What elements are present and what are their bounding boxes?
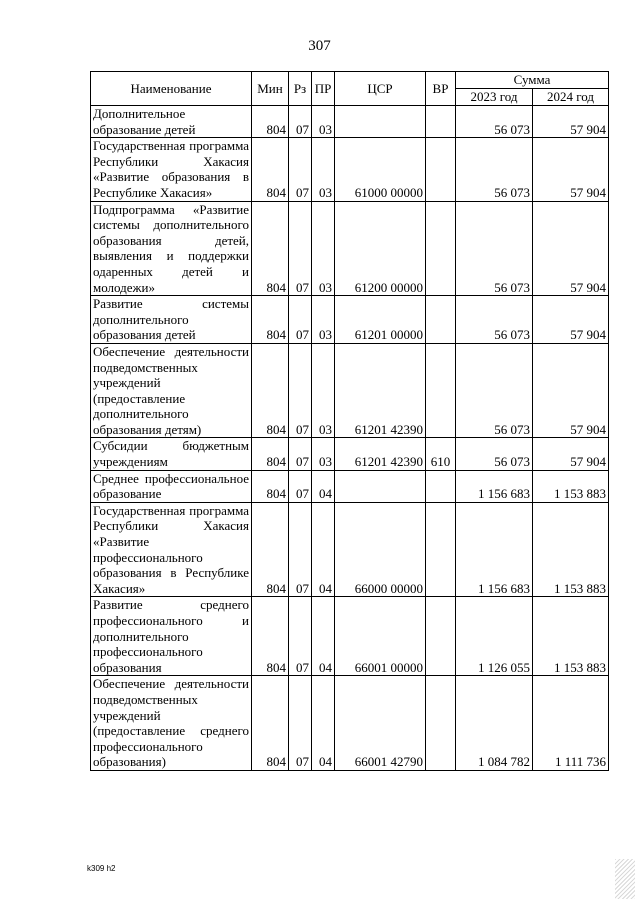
cell-sum-2024: 1 153 883 [533,502,609,597]
table-row [91,676,609,771]
table-row [91,106,609,138]
cell-sum-2024: 57 904 [533,138,609,201]
cell-min: 804 [252,138,289,201]
cell-pr: 03 [312,106,335,138]
cell-rz: 07 [289,106,312,138]
cell-pr: 03 [312,438,335,470]
cell-name: Среднее профессиональное образование [91,470,252,502]
cell-vr [426,597,456,676]
cell-csr: 61200 00000 [335,201,426,296]
cell-sum-2023: 56 073 [456,343,533,438]
cell-name: Обеспечение деятельности подведомственных учреждений (предоставление среднего профессионального образования) [91,676,252,771]
cell-rz: 07 [289,676,312,771]
budget-table [90,71,609,771]
cell-vr [426,138,456,201]
cell-pr: 04 [312,470,335,502]
cell-name: Дополнительное образование детей [91,106,252,138]
cell-rz: 07 [289,470,312,502]
cell-rz: 07 [289,296,312,344]
cell-pr: 04 [312,676,335,771]
cell-vr [426,470,456,502]
header-sum: Сумма [456,72,609,89]
cell-min: 804 [252,343,289,438]
header-min: Мин [252,72,289,106]
cell-csr [335,470,426,502]
cell-sum-2024: 1 153 883 [533,597,609,676]
header-name: Наименование [91,72,252,106]
header-csr: ЦСР [335,72,426,106]
cell-pr: 03 [312,201,335,296]
cell-pr: 04 [312,597,335,676]
cell-vr [426,502,456,597]
cell-sum-2023: 1 084 782 [456,676,533,771]
table-row [91,343,609,438]
cell-vr [426,106,456,138]
table-row [91,138,609,201]
cell-pr: 03 [312,343,335,438]
cell-sum-2023: 56 073 [456,438,533,470]
cell-csr: 66001 42790 [335,676,426,771]
cell-csr: 61201 42390 [335,438,426,470]
cell-csr [335,106,426,138]
table-row [91,597,609,676]
cell-sum-2023: 56 073 [456,138,533,201]
cell-sum-2024: 1 153 883 [533,470,609,502]
cell-csr: 61000 00000 [335,138,426,201]
cell-pr: 04 [312,502,335,597]
cell-name: Развитие системы дополнительного образования детей [91,296,252,344]
cell-vr: 610 [426,438,456,470]
cell-name: Обеспечение деятельности подведомственных учреждений (предоставление дополнительного образования детям) [91,343,252,438]
cell-sum-2023: 56 073 [456,106,533,138]
header-year-2024: 2024 год [533,89,609,106]
cell-name: Развитие среднего профессионального и дополнительного профессионального образования [91,597,252,676]
table-row [91,502,609,597]
cell-sum-2023: 1 126 055 [456,597,533,676]
cell-vr [426,201,456,296]
cell-sum-2024: 1 111 736 [533,676,609,771]
header-year-2023: 2023 год [456,89,533,106]
cell-sum-2024: 57 904 [533,343,609,438]
cell-min: 804 [252,502,289,597]
page-number: 307 [308,38,331,54]
cell-csr: 66000 00000 [335,502,426,597]
cell-min: 804 [252,106,289,138]
cell-sum-2024: 57 904 [533,438,609,470]
cell-min: 804 [252,201,289,296]
cell-sum-2024: 57 904 [533,106,609,138]
cell-name: Государственная программа Республики Хакасия «Развитие образования в Республике Хакасия» [91,138,252,201]
cell-csr: 61201 42390 [335,343,426,438]
cell-min: 804 [252,676,289,771]
cell-min: 804 [252,438,289,470]
cell-csr: 61201 00000 [335,296,426,344]
cell-csr: 66001 00000 [335,597,426,676]
cell-sum-2023: 1 156 683 [456,470,533,502]
table-body [91,106,609,771]
scan-artifact [615,859,635,899]
table-row [91,470,609,502]
cell-min: 804 [252,296,289,344]
cell-rz: 07 [289,138,312,201]
cell-pr: 03 [312,138,335,201]
cell-min: 804 [252,597,289,676]
cell-name: Подпрограмма «Развитие системы дополнительного образования детей, выявления и поддержки одаренных детей и молодежи» [91,201,252,296]
cell-vr [426,676,456,771]
cell-sum-2024: 57 904 [533,296,609,344]
table-row [91,201,609,296]
cell-name: Государственная программа Республики Хакасия «Развитие профессионального образования в Республике Хакасия» [91,502,252,597]
cell-pr: 03 [312,296,335,344]
cell-vr [426,296,456,344]
cell-vr [426,343,456,438]
footer-code: k309 h2 [87,864,116,873]
header-rz: Рз [289,72,312,106]
table-row [91,296,609,344]
cell-rz: 07 [289,201,312,296]
cell-sum-2023: 1 156 683 [456,502,533,597]
cell-rz: 07 [289,502,312,597]
cell-rz: 07 [289,438,312,470]
cell-name: Субсидии бюджетным учреждениям [91,438,252,470]
table-row [91,438,609,470]
cell-sum-2023: 56 073 [456,201,533,296]
cell-sum-2023: 56 073 [456,296,533,344]
header-pr: ПР [312,72,335,106]
cell-rz: 07 [289,597,312,676]
cell-rz: 07 [289,343,312,438]
cell-min: 804 [252,470,289,502]
header-vr: ВР [426,72,456,106]
cell-sum-2024: 57 904 [533,201,609,296]
